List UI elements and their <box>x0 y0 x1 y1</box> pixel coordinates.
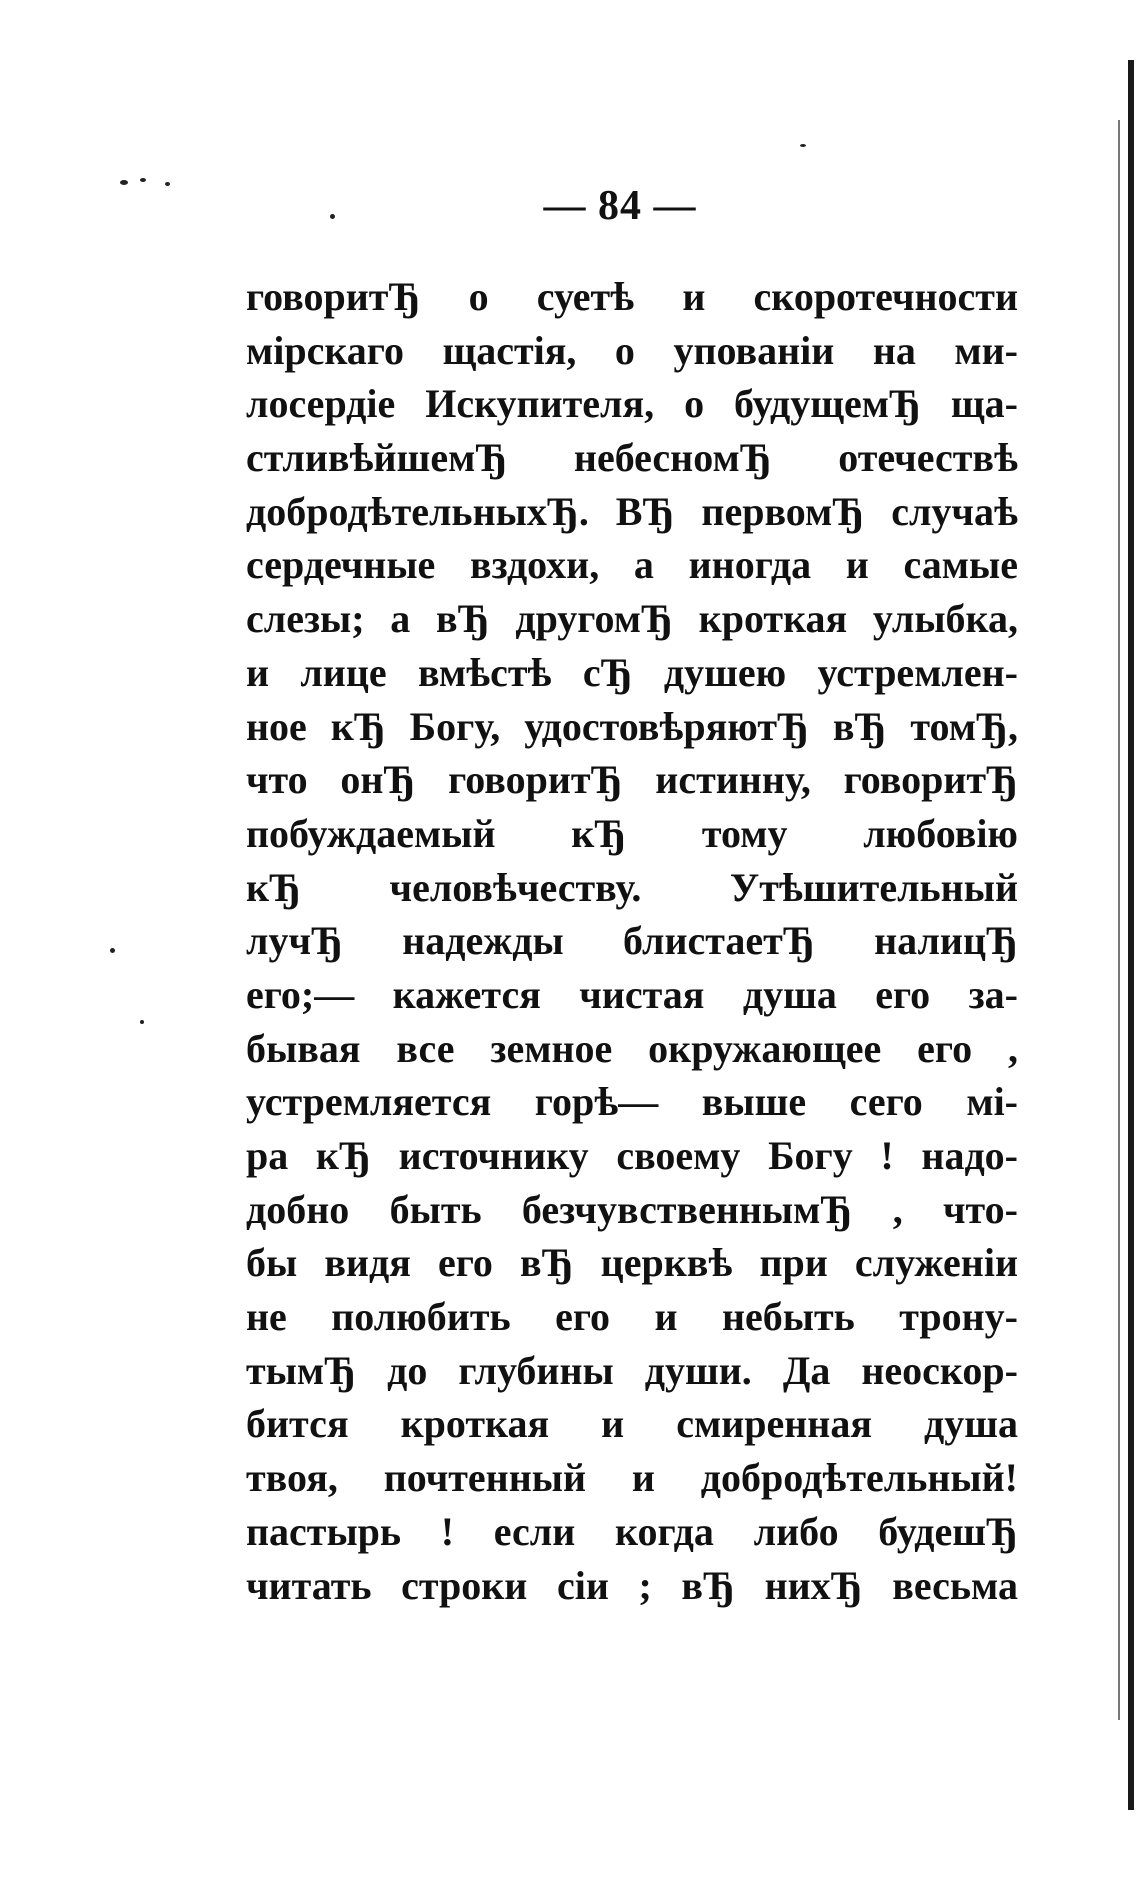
text-line: и лице вмѣстѣ сЂ душею устремлен- <box>246 649 1018 695</box>
text-line: добно быть безчувственнымЂ , что- <box>246 1186 1018 1232</box>
text-line: добродѣтельныхЂ. ВЂ первомЂ случаѣ <box>246 488 1018 534</box>
text-line: читать строки сіи ; вЂ нихЂ весьма <box>246 1562 1018 1608</box>
body-text <box>246 270 1018 1612</box>
page-edge-line <box>1118 120 1120 1720</box>
text-line: лосердіе Искупителя, о будущемЂ ща- <box>246 381 1018 427</box>
text-line: ра кЂ источнику своему Богу ! надо- <box>246 1133 1018 1178</box>
text-line: пастырь ! если когда либо будешЂ <box>246 1508 1018 1554</box>
text-line: не полюбить его и небыть трону- <box>246 1294 1018 1340</box>
ink-speck <box>140 1020 144 1024</box>
text-line: стливѣйшемЂ небесномЂ отечествѣ <box>246 435 1018 481</box>
ink-speck <box>800 144 806 147</box>
ink-speck <box>140 178 146 182</box>
text-line: бится кроткая и смиренная душа <box>246 1401 1018 1447</box>
text-line: его;— кажется чистая душа его за- <box>246 971 1018 1017</box>
text-line: бывая все земное окружающее его , <box>246 1025 1018 1071</box>
ink-speck <box>110 948 115 953</box>
ink-speck <box>330 214 335 219</box>
text-line: лучЂ надежды блистаетЂ налицЂ <box>246 918 1018 964</box>
text-line: кЂ человѣчеству. Утѣшительный <box>246 864 1018 910</box>
text-line: сердечные вздохи, а иногда и самые <box>246 542 1018 588</box>
text-line: твоя, почтенный и добродѣтельный! <box>246 1455 1018 1501</box>
text-line: побуждаемый кЂ тому любовію <box>246 810 1018 856</box>
text-line: мірскаго щастія, о упованіи на ми- <box>246 327 1018 373</box>
text-line: говоритЂ о суетѣ и скоротечности <box>246 274 1018 319</box>
text-line: слезы; а вЂ другомЂ кроткая улыбка, <box>246 596 1018 642</box>
text-line: что онЂ говоритЂ истинну, говоритЂ <box>246 757 1018 803</box>
text-line: тымЂ до глубины души. Да неоскор- <box>246 1347 1018 1393</box>
text-line: устремляется горѣ— выше сего мі- <box>246 1079 1018 1125</box>
page-number: — 84 — <box>543 183 697 229</box>
text-line: ное кЂ Богу, удостовѣряютЂ вЂ томЂ, <box>246 703 1018 749</box>
ink-speck <box>165 182 170 186</box>
text-line: бы видя его вЂ церквѣ при служеніи <box>246 1240 1018 1286</box>
ink-speck <box>120 180 128 185</box>
page-edge-shadow <box>1128 60 1134 1810</box>
